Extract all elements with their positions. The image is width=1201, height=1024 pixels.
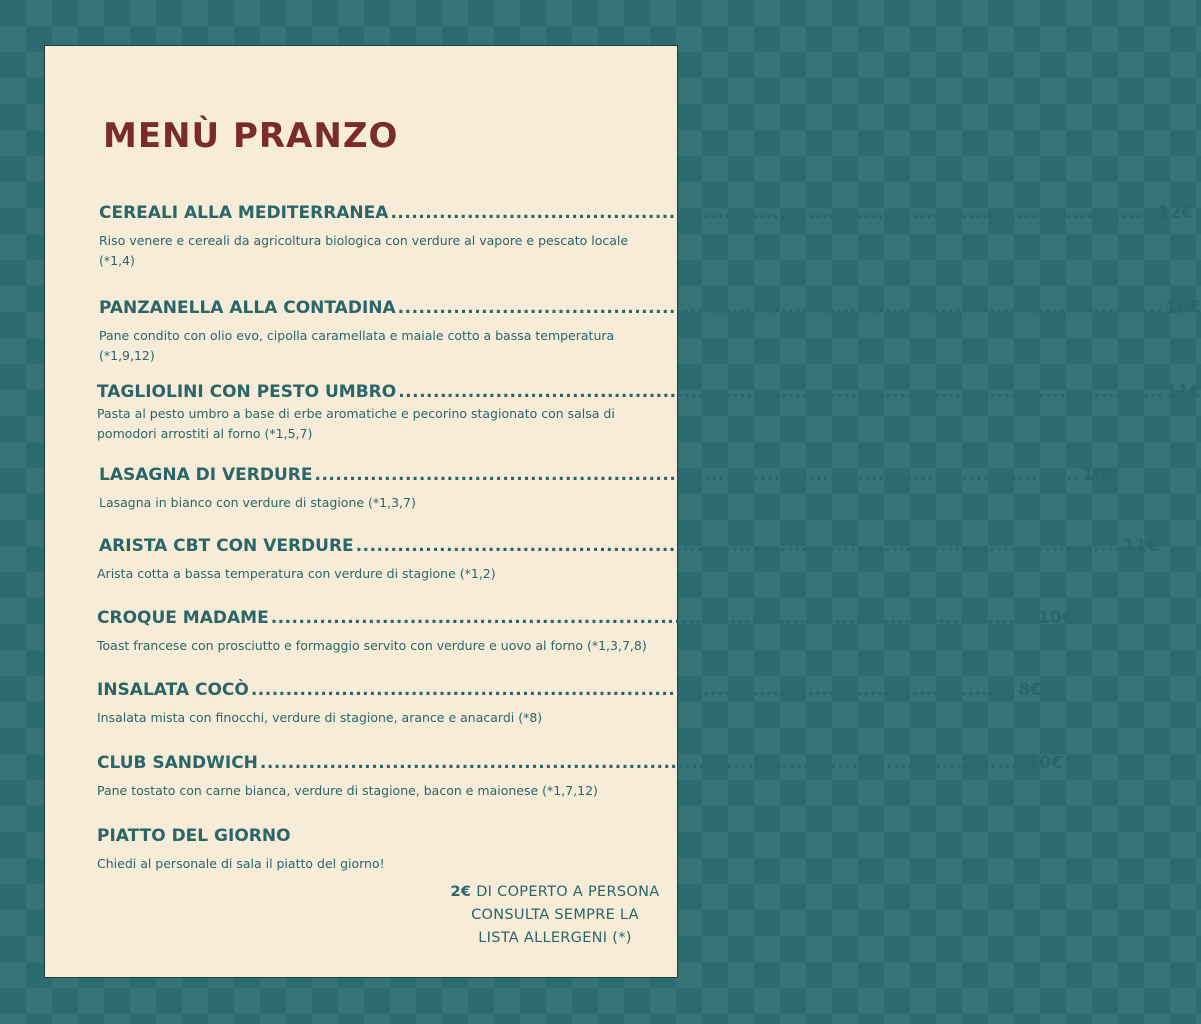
menu-item-description: Lasagna in bianco con verdure di stagione (*1,3,7) bbox=[99, 495, 416, 510]
menu-item-price: 10€ bbox=[1038, 608, 1074, 628]
menu-item-price: 8€ bbox=[1018, 680, 1042, 700]
dot-leader: .............................................................................................................. bbox=[355, 536, 1122, 556]
menu-item-description: Riso venere e cereali da agricoltura biologica con verdure al vapore e pescato locale (*1,4) bbox=[99, 233, 629, 268]
menu-item-name: INSALATA COCÒ bbox=[97, 680, 249, 700]
cover-text: DI COPERTO A PERSONA bbox=[471, 884, 660, 900]
dot-leader: .............................................................................................................. bbox=[397, 298, 1164, 318]
allergen-note-line-1: CONSULTA SEMPRE LA bbox=[471, 907, 639, 923]
menu-item-name: PANZANELLA ALLA CONTADINA bbox=[99, 298, 396, 318]
menu-item-description: Pasta al pesto umbro a base di erbe aromatiche e pecorino stagionato con salsa di pomodori arrostiti al forno (*1,5,7) bbox=[97, 406, 615, 441]
menu-item bbox=[99, 298, 1201, 366]
menu-item bbox=[97, 680, 1042, 728]
menu-item-price: 10€ bbox=[1027, 753, 1063, 773]
cover-charge-line bbox=[425, 881, 685, 904]
dot-leader: .............................................................................................................. bbox=[259, 753, 1026, 773]
menu-card bbox=[44, 45, 1201, 978]
page-title: MENÙ PRANZO bbox=[103, 116, 399, 156]
menu-item-name: CROQUE MADAME bbox=[97, 608, 269, 628]
menu-item bbox=[97, 608, 1074, 656]
menu-item-price: 11€ bbox=[1123, 536, 1159, 556]
menu-item bbox=[97, 753, 1063, 801]
menu-item-name: LASAGNA DI VERDURE bbox=[99, 465, 313, 485]
menu-item-description: Pane tostato con carne bianca, verdure di stagione, bacon e maionese (*1,7,12) bbox=[97, 783, 598, 798]
menu-item-description: Insalata mista con finocchi, verdure di stagione, arance e anacardi (*8) bbox=[97, 710, 543, 725]
menu-item-price: 12€ bbox=[1157, 203, 1194, 223]
menu-item-description: Arista cotta a bassa temperatura con verdure di stagione (*1,2) bbox=[97, 566, 496, 581]
menu-item-description: Chiedi al personale di sala il piatto del giorno! bbox=[97, 856, 385, 871]
menu-item-price: 11€ bbox=[1165, 382, 1201, 402]
dot-leader: .............................................................................................................. bbox=[270, 608, 1037, 628]
menu-item bbox=[99, 203, 1194, 271]
menu-item bbox=[99, 465, 1118, 513]
menu-item-name: PIATTO DEL GIORNO bbox=[97, 826, 291, 846]
menu-item-name: TAGLIOLINI CON PESTO UMBRO bbox=[97, 382, 397, 402]
footer-notes bbox=[425, 881, 685, 950]
cover-price: 2€ bbox=[450, 884, 472, 900]
dot-leader: .............................................................................................................. bbox=[314, 465, 1080, 485]
allergen-note-line-2: LISTA ALLERGENI (*) bbox=[478, 930, 632, 946]
menu-item bbox=[97, 382, 1201, 444]
menu-item bbox=[97, 536, 1159, 584]
menu-item-price: 10€ bbox=[1165, 298, 1201, 318]
menu-item-name: ARISTA CBT CON VERDURE bbox=[99, 536, 354, 556]
menu-item-price: 10€ bbox=[1081, 465, 1118, 485]
menu-item-description: Pane condito con olio evo, cipolla caramellata e maiale cotto a bassa temperatura (*1,9,12) bbox=[99, 328, 615, 363]
dot-leader: .............................................................................................................. bbox=[250, 680, 1017, 700]
menu-item-description: Toast francese con prosciutto e formaggio servito con verdure e uovo al forno (*1,3,7,8) bbox=[97, 638, 647, 653]
dot-leader: .............................................................................................................. bbox=[390, 203, 1156, 223]
menu-item-name: CEREALI ALLA MEDITERRANEA bbox=[99, 203, 389, 223]
dot-leader: .............................................................................................................. bbox=[398, 382, 1164, 402]
menu-item-special bbox=[97, 826, 657, 874]
menu-item-name: CLUB SANDWICH bbox=[97, 753, 258, 773]
